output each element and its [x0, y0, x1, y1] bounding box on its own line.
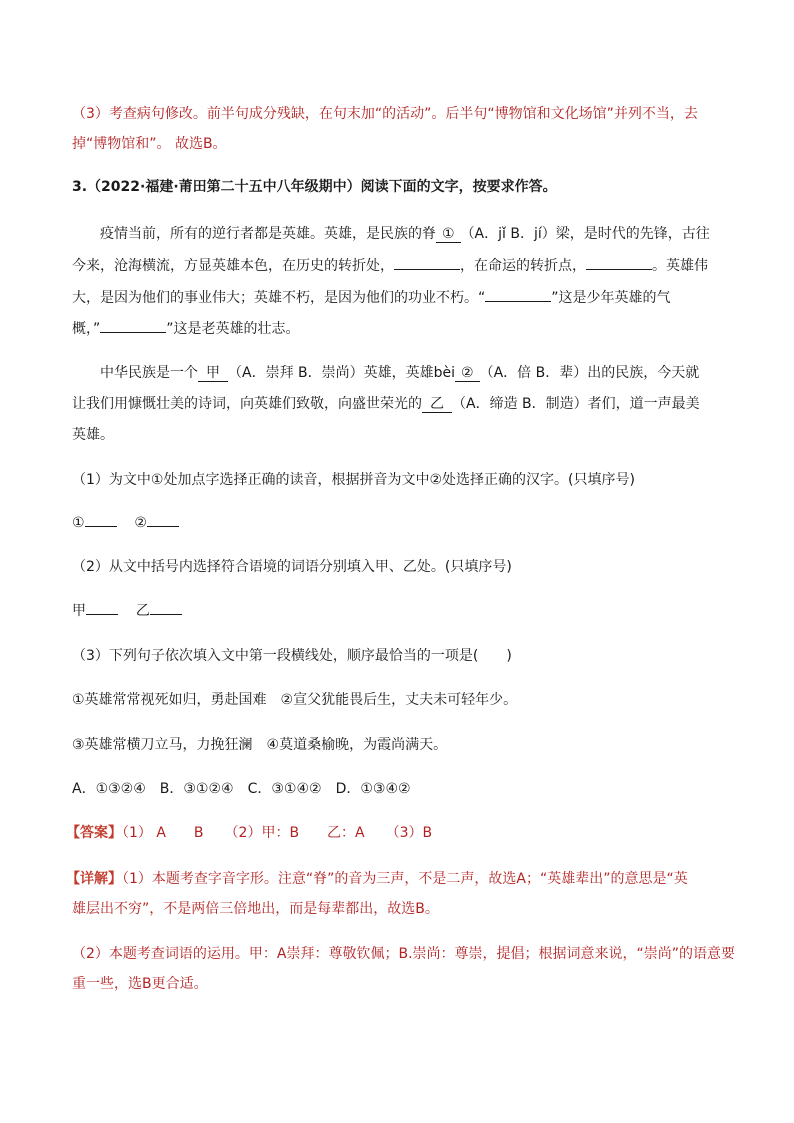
sub-question-2-blanks: 甲 乙 [72, 601, 182, 621]
passage-p1-line2: 今来，沧海横流，方显英雄本色，在历史的转折处， ，在命运的转折点， 。英雄伟 [72, 258, 708, 274]
fill-blank [485, 301, 551, 302]
fill-blank [394, 269, 460, 270]
sub-question-1-blanks: ① ② [72, 513, 179, 533]
blank-mark-2: ② [455, 365, 480, 382]
answer-blank [86, 614, 118, 615]
blank-jia: 甲 [198, 365, 228, 382]
answer-blank [85, 526, 117, 527]
sub-question-2: （2）从文中括号内选择符合语境的词语分别填入甲、乙处。(只填序号) [72, 559, 512, 575]
passage-p1-line1: 疫情当前，所有的逆行者都是英雄。英雄，是民族的脊 ① （A．jǐ B．jí）梁，是时代的先锋，古往 [100, 226, 710, 242]
question-header: 3.（2022·福建·莆田第二十五中八年级期中）阅读下面的文字，按要求作答。 [72, 179, 557, 195]
answer-blank [147, 526, 179, 527]
fill-blank [586, 269, 652, 270]
detail-line3: （2）本题考查词语的运用。甲：A崇拜：尊敬钦佩；B.崇尚：尊崇，提倡；根据词意来说，“崇尚”的语意要 [72, 946, 736, 962]
fill-blank [100, 332, 166, 333]
passage-p1-line3: 大，是因为他们的事业伟大；英雄不朽，是因为他们的功业不朽。“ ”这是少年英雄的气 [72, 290, 671, 306]
answer-blank [150, 614, 182, 615]
sentence-row-2: ③英雄常横刀立马，力挽狂澜 ④莫道桑榆晚，为霞尚满天。 [72, 737, 448, 753]
passage-p2-line3: 英雄。 [72, 427, 114, 443]
blank-yi: 乙 [422, 396, 452, 413]
detail-line1: 【详解】（1）本题考查字音字形。注意“脊”的音为三声，不是二声，故选A；“英雄辈出”的意思是“英 [66, 871, 688, 887]
sub-question-3: （3）下列句子依次填入文中第一段横线处，顺序最恰当的一项是( ) [72, 648, 512, 664]
detail-line4: 重一些，选B更合适。 [72, 976, 208, 992]
passage-p2-line2: 让我们用慷慨壮美的诗词，向英雄们致敬，向盛世荣光的 乙 （A．缔造 B．制造）者们，道一声最美 [72, 396, 700, 412]
answer-text: （1） A B （2）甲：B 乙：A （3）B [122, 825, 433, 841]
passage-p2-line1: 中华民族是一个 甲 （A．崇拜 B．崇尚）英雄，英雄bèi ② （A．倍 B．辈）出的民族，今天就 [100, 365, 700, 381]
prev-explanation-line2: 掉“博物馆和”。 故选B。 [72, 136, 227, 152]
detail-tag: 【详解】 [66, 871, 122, 887]
answer-line [66, 823, 432, 843]
sub-question-1: （1）为文中①处加点字选择正确的读音，根据拼音为文中②处选择正确的汉字。(只填序号) [72, 472, 635, 488]
answer-options: A．①③②④ B．③①②④ C．③①④② D．①③④② [72, 781, 411, 797]
detail-line2: 雄层出不穷”，不是两倍三倍地出，而是每辈都出，故选B。 [72, 901, 439, 917]
sentence-row-1: ①英雄常常视死如归，勇赴国难 ②宣父犹能畏后生，丈夫未可轻年少。 [72, 692, 518, 708]
prev-explanation-line1: （3）考查病句修改。前半句成分残缺，在句末加“的活动”。后半句“博物馆和文化场馆”并列不当，去 [72, 106, 698, 122]
answer-tag: 【答案】 [66, 825, 122, 841]
blank-mark-1: ① [436, 226, 461, 243]
passage-p1-line4: 概，” ”这是老英雄的壮志。 [72, 321, 300, 337]
